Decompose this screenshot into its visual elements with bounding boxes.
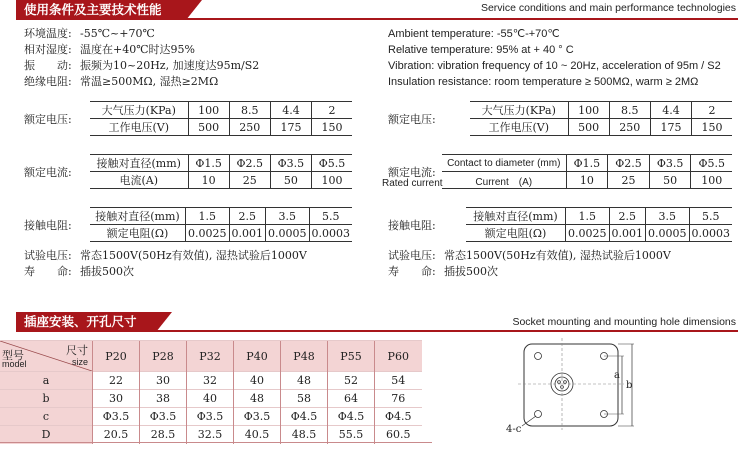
rated-current-label-en: Rated current [382, 178, 443, 189]
section-title: 使用条件及主要技术性能 [16, 0, 186, 20]
table-cell: Φ2.5 [229, 155, 270, 172]
test-voltage-label: 试验电压: [24, 249, 72, 262]
test-voltage-row [388, 248, 671, 264]
table-row [0, 408, 422, 426]
condition-row-en: Vibration: vibration frequency of 10 ~ 20Hz, acceleration of 95m / S2 [388, 60, 721, 72]
table-cell: 0.0005 [646, 225, 690, 242]
table-cell: 150 [312, 119, 352, 136]
table-cell: 52 [328, 372, 375, 390]
table-row [470, 102, 732, 119]
condition-label: 相对湿度: [24, 43, 72, 56]
table-cell: 0.0025 [566, 225, 610, 242]
table-row [466, 225, 732, 242]
table-row [90, 208, 352, 225]
table-cell: 0.001 [609, 225, 646, 242]
table-cell: 25 [229, 172, 270, 189]
table-row [470, 119, 732, 136]
condition-label: 绝缘电阻: [24, 75, 72, 88]
table-cell: 60.5 [375, 426, 422, 444]
table-header-row [0, 341, 422, 372]
table-cell: 30 [140, 372, 187, 390]
section-title: 插座安装、开孔尺寸 [16, 312, 156, 332]
table-cell: Φ1.5 [566, 155, 608, 172]
row-header: b [0, 390, 93, 408]
life-row [388, 264, 671, 280]
dimension-label-a: a [614, 370, 620, 381]
table-row [442, 172, 732, 189]
table-cell: 30 [93, 390, 140, 408]
corner-size-label-en: size [71, 357, 88, 367]
table-cell: Φ5.5 [311, 155, 352, 172]
dimension-label-b: b [626, 380, 633, 391]
test-voltage-label: 试验电压: [388, 249, 436, 262]
table-cell: 175 [270, 119, 311, 136]
table-cell: 0.0005 [266, 225, 310, 242]
table-cell: 工作电压(V) [470, 119, 568, 136]
section-title-en: Socket mounting and mounting hole dimensions [512, 316, 736, 328]
table-cell: 工作电压(V) [90, 119, 188, 136]
condition-row-en: Relative temperature: 95% at + 40 ° C [388, 44, 574, 56]
table-cell: Current (A) [442, 172, 566, 189]
table-cell: 8.5 [229, 102, 270, 119]
table-cell: 2.5 [229, 208, 266, 225]
table-cell: 25 [608, 172, 650, 189]
table-cell: Φ2.5 [608, 155, 650, 172]
table-cell: 175 [650, 119, 691, 136]
table-cell: 大气压力(KPa) [90, 102, 188, 119]
table-cell: 22 [93, 372, 140, 390]
table-cell: 100 [188, 102, 229, 119]
condition-row [24, 26, 259, 42]
table-corner [0, 341, 93, 372]
table-cell: 150 [692, 119, 732, 136]
table-cell: 4.4 [270, 102, 311, 119]
life-label: 寿 命: [388, 265, 436, 278]
column-header: P28 [140, 341, 187, 372]
table-cell: 48 [281, 372, 328, 390]
table-cell: 5.5 [309, 208, 352, 225]
condition-value: 振频为10~20Hz, 加速度达95m/S2 [80, 59, 260, 72]
table-row [466, 208, 732, 225]
rated-current-label: 额定电流: [388, 166, 436, 179]
table-cell: 8.5 [609, 102, 650, 119]
test-voltage-row [24, 248, 307, 264]
row-header: c [0, 408, 93, 426]
table-cell: 额定电阻(Ω) [466, 225, 566, 242]
rated-voltage-table [90, 101, 352, 136]
table-row [90, 119, 352, 136]
table-cell: Φ1.5 [188, 155, 229, 172]
condition-row [24, 74, 259, 90]
table-cell: Φ3.5 [270, 155, 311, 172]
table-cell: 2 [312, 102, 352, 119]
column-header: P20 [93, 341, 140, 372]
divider [16, 330, 738, 332]
test-voltage-value: 常态1500V(50Hz有效值), 湿热试验后1000V [444, 249, 671, 262]
table-row [0, 390, 422, 408]
column-header: P48 [281, 341, 328, 372]
row-header: a [0, 372, 93, 390]
table-cell: 10 [188, 172, 229, 189]
rated-voltage-label: 额定电压: [24, 113, 72, 126]
table-cell: 58 [281, 390, 328, 408]
dimension-label-c: 4-c [506, 424, 522, 435]
table-bottom-rule [0, 442, 432, 443]
table-cell: 3.5 [266, 208, 310, 225]
table-cell: 38 [140, 390, 187, 408]
condition-row [24, 58, 259, 74]
table-cell: 54 [375, 372, 422, 390]
table-cell: 100 [568, 102, 609, 119]
rated-current-table [90, 154, 352, 189]
life-label: 寿 命: [24, 265, 72, 278]
condition-row-en: Ambient temperature: -55℃-+70℃ [388, 28, 560, 40]
table-cell: Φ5.5 [691, 155, 732, 172]
table-row [90, 225, 352, 242]
test-and-life-cn [24, 248, 307, 280]
table-cell: Φ3.5 [140, 408, 187, 426]
table-cell: 500 [188, 119, 229, 136]
condition-row-en: Insulation resistance: room temperature ≥ 500MΩ, warm ≥ 2MΩ [388, 76, 699, 88]
rated-voltage-label: 额定电压: [388, 113, 436, 126]
table-cell: 接触对直径(mm) [90, 155, 188, 172]
table-cell: 大气压力(KPa) [470, 102, 568, 119]
life-value: 插拔500次 [444, 265, 498, 278]
condition-label: 振 动: [24, 59, 72, 72]
table-cell: 2 [692, 102, 732, 119]
table-cell: 0.001 [229, 225, 266, 242]
condition-value: 常温≥500MΩ, 湿热≥2MΩ [80, 75, 219, 88]
table-cell: 100 [691, 172, 732, 189]
condition-label: 环境温度: [24, 27, 72, 40]
table-cell: 5.5 [689, 208, 732, 225]
corner-model-label: 型号 [2, 349, 24, 362]
table-cell: Φ4.5 [281, 408, 328, 426]
table-cell: 32.5 [187, 426, 234, 444]
table-cell: 0.0025 [186, 225, 230, 242]
table-cell: 64 [328, 390, 375, 408]
row-header: D [0, 426, 93, 444]
table-cell: Φ3.5 [649, 155, 691, 172]
section-header-mounting [16, 312, 738, 332]
table-cell: Φ3.5 [234, 408, 281, 426]
condition-row [24, 42, 259, 58]
conditions-cn [24, 26, 259, 90]
table-cell: 48.5 [281, 426, 328, 444]
table-cell: 48 [234, 390, 281, 408]
table-cell: 50 [649, 172, 691, 189]
table-row [0, 372, 422, 390]
contact-resistance-label: 接触电阻: [24, 219, 72, 232]
table-cell: 3.5 [646, 208, 690, 225]
table-cell: 10 [566, 172, 608, 189]
table-cell: 76 [375, 390, 422, 408]
table-cell: 100 [311, 172, 352, 189]
table-row [90, 102, 352, 119]
rated-current-table-en [442, 154, 732, 189]
table-cell: 32 [187, 372, 234, 390]
table-cell: 55.5 [328, 426, 375, 444]
table-cell: 40 [187, 390, 234, 408]
table-cell: 40 [234, 372, 281, 390]
table-row [90, 172, 352, 189]
table-cell: 250 [229, 119, 270, 136]
section-title-en: Service conditions and main performance technologies [480, 2, 736, 14]
table-row [90, 155, 352, 172]
rated-current-label: 额定电流: [24, 166, 72, 179]
rated-voltage-table [470, 101, 732, 136]
socket-dimension-table [0, 340, 422, 444]
table-cell: 1.5 [566, 208, 610, 225]
contact-resistance-label: 接触电阻: [388, 219, 436, 232]
table-cell: 接触对直径(mm) [90, 208, 186, 225]
column-header: P60 [375, 341, 422, 372]
table-cell: 0.0003 [689, 225, 732, 242]
table-cell: 电流(A) [90, 172, 188, 189]
table-cell: Φ3.5 [187, 408, 234, 426]
contact-resistance-table [466, 207, 732, 242]
table-row [442, 155, 732, 172]
table-cell: Φ4.5 [328, 408, 375, 426]
condition-value: -55℃~+70℃ [80, 27, 155, 40]
divider [16, 18, 738, 20]
table-cell: Contact to diameter (mm) [442, 155, 566, 172]
table-cell: 4.4 [650, 102, 691, 119]
column-header: P55 [328, 341, 375, 372]
table-cell: 40.5 [234, 426, 281, 444]
corner-model-label-en: model [2, 359, 27, 369]
test-and-life-cn-right [388, 248, 671, 280]
table-cell: 0.0003 [309, 225, 352, 242]
table-cell: 1.5 [186, 208, 230, 225]
column-header: P32 [187, 341, 234, 372]
life-row [24, 264, 307, 280]
table-cell: 500 [568, 119, 609, 136]
column-header: P40 [234, 341, 281, 372]
table-cell: 50 [270, 172, 311, 189]
table-cell: Φ3.5 [93, 408, 140, 426]
table-cell: Φ4.5 [375, 408, 422, 426]
life-value: 插拔500次 [80, 265, 134, 278]
corner-size-label: 尺寸 [66, 344, 88, 357]
contact-resistance-table [90, 207, 352, 242]
test-voltage-value: 常态1500V(50Hz有效值), 湿热试验后1000V [80, 249, 307, 262]
table-cell: 接触对直径(mm) [466, 208, 566, 225]
section-header-conditions [16, 0, 738, 20]
table-cell: 2.5 [609, 208, 646, 225]
table-cell: 250 [609, 119, 650, 136]
table-cell: 额定电阻(Ω) [90, 225, 186, 242]
conditions-en [388, 26, 721, 90]
table-cell: 28.5 [140, 426, 187, 444]
table-cell: 20.5 [93, 426, 140, 444]
condition-value: 温度在+40℃时达95% [80, 43, 195, 56]
table-row [0, 426, 422, 444]
